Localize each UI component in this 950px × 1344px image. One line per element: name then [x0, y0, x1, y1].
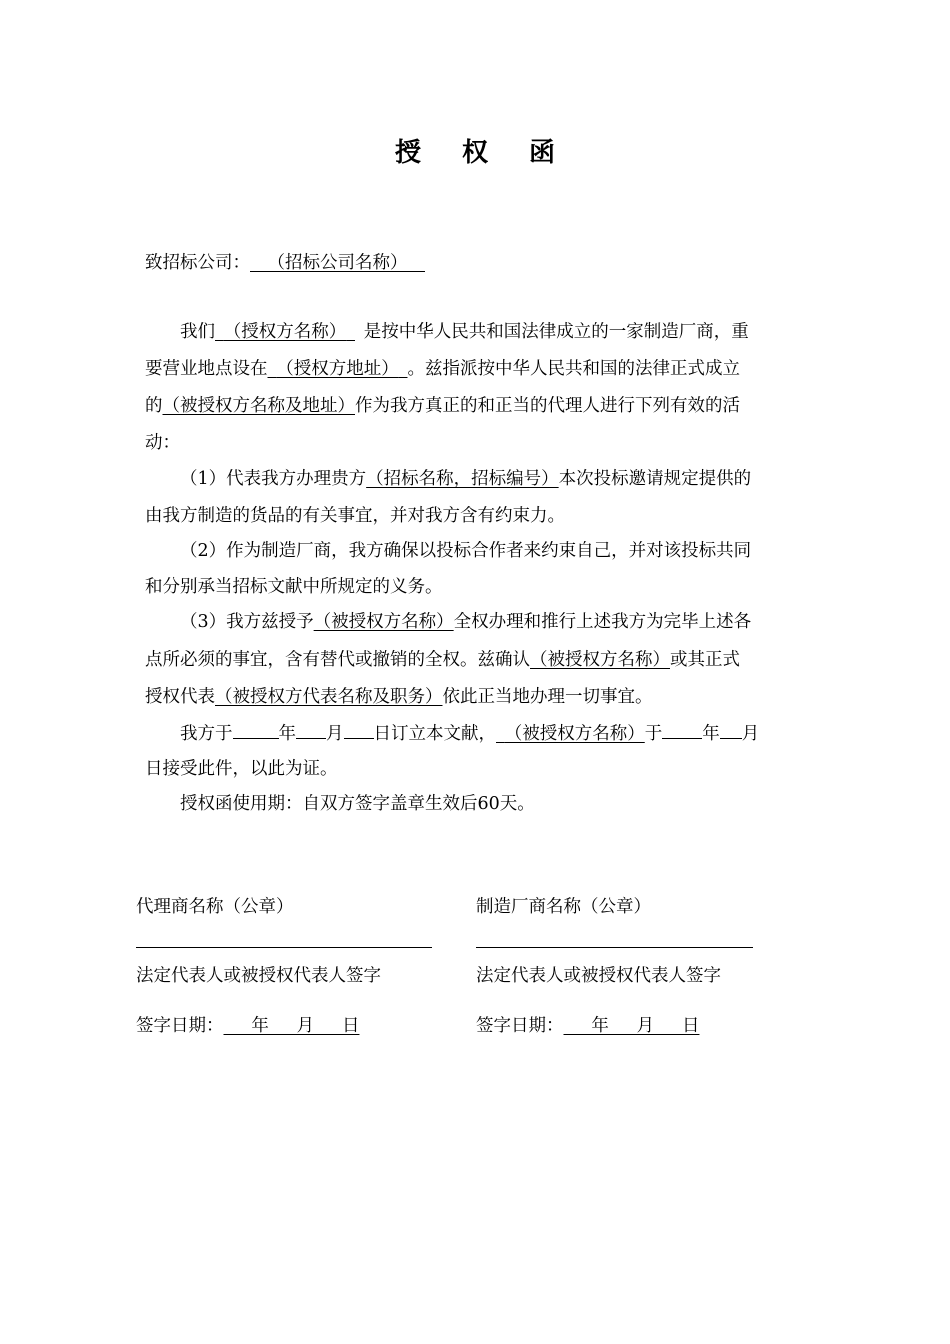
addressee-placeholder: （招标公司名称）	[267, 253, 408, 273]
validity-line: 授权函使用期：自双方签字盖章生效后60天。	[180, 794, 535, 814]
grantee-representative-placeholder: （被授权方代表名称及职务）	[215, 687, 443, 707]
manufacturer-name-label: 制造厂商名称（公章）	[476, 897, 651, 917]
date-para-line1: 我方于 年 月 日订立本文献， （被授权方名称）于 年 月	[180, 720, 759, 746]
agent-seal-line	[136, 947, 432, 948]
grantee-name-placeholder-3: （被授权方名称）	[504, 724, 645, 744]
item3-line2: 点所必须的事宜，含有替代或撤销的全权。兹确认（被授权方名称）或其正式	[145, 650, 740, 670]
day-blank	[344, 720, 374, 739]
tender-name-placeholder: （招标名称，招标编号）	[366, 469, 559, 489]
para1-line2: 要营业地点设在 （授权方地址） 。兹指派按中华人民共和国的法律正式成立	[145, 359, 740, 379]
item1-line2: 由我方制造的货品的有关事宜，并对我方含有约束力。	[145, 506, 565, 526]
item1-line1: （1）代表我方办理贵方（招标名称，招标编号）本次投标邀请规定提供的	[180, 469, 752, 489]
item2-line1: （2）作为制造厂商，我方确保以投标合作者来约束自己，并对该投标共同	[180, 541, 752, 561]
manufacturer-rep-label: 法定代表人或被授权代表人签字	[476, 966, 721, 986]
agent-name-label: 代理商名称（公章）	[136, 897, 294, 917]
grantee-name-placeholder-2: （被授权方名称）	[530, 650, 670, 670]
item3-line3: 授权代表（被授权方代表名称及职务）依此正当地办理一切事宜。	[145, 687, 653, 707]
grantor-name-placeholder: （授权方名称）	[223, 322, 347, 342]
accept-year-blank	[662, 720, 702, 739]
manufacturer-date-fill: 年 月 日	[563, 1016, 700, 1036]
addressee-line	[145, 251, 425, 275]
agent-rep-label: 法定代表人或被授权代表人签字	[136, 966, 381, 986]
addressee-prefix: 致招标公司：	[145, 253, 250, 273]
document-title: 授 权 函	[394, 138, 572, 168]
item2-line2: 和分别承当招标文献中所规定的义务。	[145, 577, 443, 597]
agent-date-fill: 年 月 日	[223, 1016, 360, 1036]
accept-month-blank	[720, 720, 742, 739]
grantor-address-placeholder: （授权方地址）	[276, 359, 399, 379]
grantee-name-placeholder: （被授权方名称）	[313, 612, 454, 632]
para1-line3: 的（被授权方名称及地址）作为我方真正的和正当的代理人进行下列有效的活	[145, 396, 740, 416]
date-para-line2: 日接受此件，以此为证。	[145, 759, 338, 779]
item3-line1: （3）我方兹授予（被授权方名称）全权办理和推行上述我方为完毕上述各	[180, 612, 752, 632]
para1-line1: 我们 （授权方名称） 是按中华人民共和国法律成立的一家制造厂商，重	[180, 322, 749, 342]
manufacturer-seal-line	[476, 947, 753, 948]
para1-line4: 动：	[145, 433, 180, 453]
manufacturer-date-line: 签字日期： 年 月 日	[476, 1016, 700, 1036]
agent-date-line: 签字日期： 年 月 日	[136, 1016, 360, 1036]
year-blank	[233, 720, 279, 739]
grantee-name-address-placeholder: （被授权方名称及地址）	[162, 396, 355, 416]
month-blank	[296, 720, 326, 739]
